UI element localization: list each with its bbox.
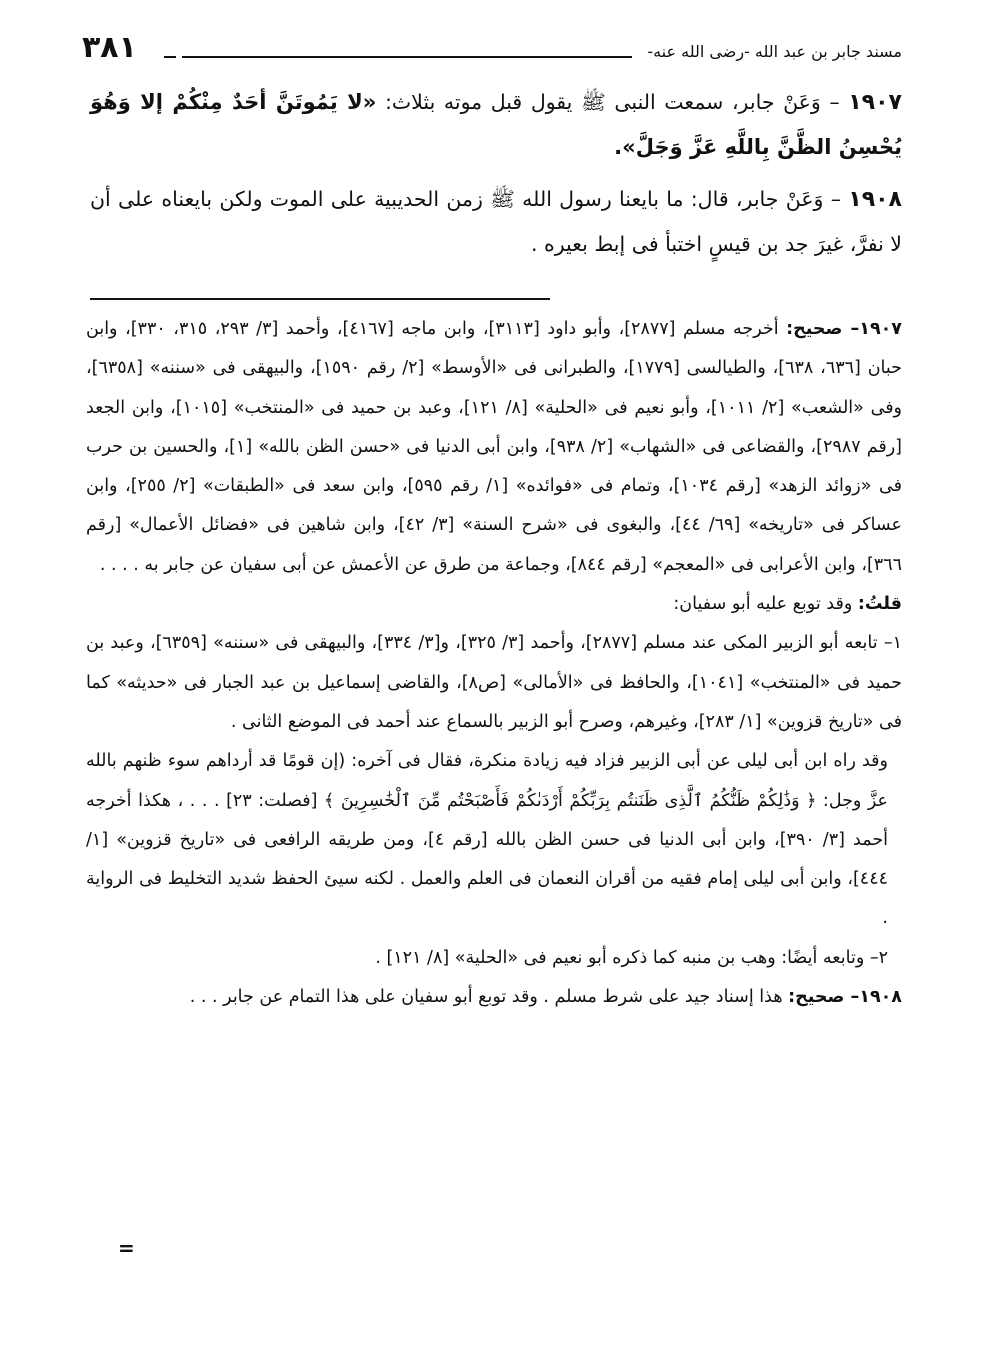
note-label: ١٩٠٧– صحيح: — [786, 319, 902, 339]
footnote-divider — [90, 298, 550, 300]
hadith-1908 — [90, 177, 902, 266]
hadith-intro: – وَعَنْ جابر، قال: ما بايعنا رسول الله ﷺ زمن الحديبية على الموت ولكن بايعناه على أن لا نفرَّ، غيرَ جد بن قيسٍ اختبأ فى إبط بعيره . — [90, 187, 902, 256]
hadith-number: ١٩٠٨ — [848, 187, 902, 212]
hadith-1907 — [90, 80, 902, 169]
header-dash — [164, 56, 176, 58]
hadith-number: ١٩٠٧ — [848, 90, 902, 115]
hadith-text — [90, 80, 902, 274]
note-paragraph-1: ١– تابعه أبو الزبير المكى عند مسلم [٢٨٧٧]، وأحمد [٣/ ٣٢٥]، و[٣/ ٣٣٤]، والبيهقى فى «سننه» [٦٣٥٩]، وعبد بن حميد فى «المنتخب» [١٠٤١]، والحافظ فى «الأمالى» [ص٨]، والقاضى إسماعيل بن عبد الجبار فى «حديثه» كما فى «تاريخ قزوين» [١/ ٢٨٣]، وغيرهم، وصرح أبو الزبير بالسماع عند أحمد فى الموضع الثانى . — [86, 633, 902, 732]
note-text: هذا إسناد جيد على شرط مسلم . وقد توبع أبو سفيان على هذا التمام عن جابر . . . — [189, 987, 783, 1008]
running-header — [82, 22, 902, 72]
hadith-intro: – وَعَنْ جابر، سمعت النبى ﷺ يقول قبل موته بثلاث: — [384, 90, 840, 114]
takhrij-notes — [86, 310, 902, 1017]
header-rule — [182, 56, 632, 58]
note-1908 — [86, 978, 902, 1017]
hadith-quote: «لا يَمُوتَنَّ أحَدٌ مِنْكُمْ إلا وَهُوَ يُحْسِنُ الظَّنَّ بِاللَّهِ عَزَّ وَجَلَّ». — [90, 90, 902, 159]
note-paragraph-2: وقد راه ابن أبى ليلى عن أبى الزبير فزاد فيه زيادة منكرة، فقال فى آخره: (إن قومًا قد أرداهم سوء ظنهم بالله عزَّ وجل: ﴿ وَذَٰلِكُمْ ظَنُّكُمُ ٱلَّذِى ظَنَنتُم بِرَبِّكُمْ أَرْدَىٰكُمْ فَأَصْبَحْتُم مِّنَ ٱلْخَٰسِرِينَ ﴾ [فصلت: ٢٣] . . . ، هكذا أخرجه أحمد [٣/ ٣٩٠]، وابن أبى الدنيا فى حسن الظن بالله [رقم ٤]، ومن طريقه الرافعى فى «تاريخ قزوين» [١/ ٤٤٤]، وابن أبى ليلى إمام فقيه من أقران النعمان فى العلم والعمل . لكنه سيئ الحفظ شديد التخليط فى الرواية . — [86, 751, 888, 929]
qultu-label: قلتُ: — [857, 594, 902, 615]
continuation-mark: = — [118, 1236, 135, 1260]
note-text: أخرجه مسلم [٢٨٧٧]، وأبو داود [٣١١٣]، وابن ماجه [٤١٦٧]، وأحمد [٣/ ٢٩٣، ٣١٥، ٣٣٠]، وابن حبان [٦٣٦، ٦٣٨]، والطيالسى [١٧٧٩]، والطبرانى فى «الأوسط» [٢/ رقم ١٥٩٠]، والبيهقى فى «سننه» [٦٣٥٨]، وفى «الشعب» [٢/ ١٠١١]، وأبو نعيم فى «الحلية» [٨/ ١٢١]، وعبد بن حميد فى «المنتخب» [١٠١٥]، وابن الجعد [رقم ٢٩٨٧]، والقضاعى فى «الشهاب» [٢/ ٩٣٨]، وابن أبى الدنيا فى «حسن الظن بالله» [١]، والحسين بن حرب فى «زوائد الزهد» [رقم ١٠٣٤]، وتمام فى «فوائده» [١/ رقم ٥٩٥]، وابن سعد فى «الطبقات» [٢/ ٢٥٥]، وابن عساكر فى «تاريخه» [٦٩/ ٤٤]، والبغوى فى «شرح السنة» [٣/ ٤٢]، وابن شاهين فى «فضائل الأعمال» [رقم ٣٦٦]، وابن الأعرابى فى «المعجم» [رقم ٨٤٤]، وجماعة من طرق عن الأعمش عن أبى سفيان عن جابر به . . . . — [86, 319, 903, 575]
qultu-text: وقد توبع عليه أبو سفيان: — [673, 594, 853, 615]
note-label: ١٩٠٨– صحيح: — [788, 987, 902, 1008]
note-paragraph-3: ٢– وتابعه أيضًا: وهب بن منبه كما ذكره أبو نعيم فى «الحلية» [٨/ ١٢١] . — [375, 947, 888, 968]
header-title: مسند جابر بن عبد الله -رضى الله عنه- — [639, 42, 902, 61]
note-qultu — [86, 585, 902, 624]
page-number: ٣٨١ — [82, 30, 137, 65]
note-1907 — [86, 310, 902, 585]
